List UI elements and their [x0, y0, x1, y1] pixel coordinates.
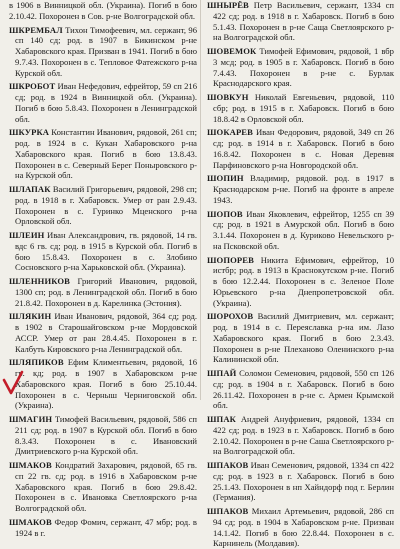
entry-text: Ефим Климентьевич, рядовой, 16 гв. кд; род. в 1907 в Хабаровском р-не Хабаровского края. Погиб в бою 25.10.44. Похоронен в с. Черныш Черниговской обл. (Украина). [15, 357, 197, 411]
entry-surname: ШМАКОВ [9, 460, 52, 470]
register-entry [9, 184, 197, 227]
register-entry [9, 0, 197, 22]
entry-text: Иван Яковлевич, ефрейтор, 1255 сп 39 сд; род. в 1921 в Амурской обл. Погиб в бою 3.1.44. Похоронен в д. Куриково Невельского р-на Псковской обл. [213, 208, 394, 251]
register-entry [207, 173, 394, 205]
register-entry [9, 25, 197, 79]
entry-surname: ШОКАРЕВ [207, 127, 253, 138]
entry-surname: ШОПОВ [207, 208, 243, 219]
entry-text: Василий Дмитриевич, мл. сержант; род. в 1914 в с. Переяславка р-на им. Лазо Хабаровского края. Погиб в бою 2.3.43. Похоронен в р-не Плеханово Оленинского р-на Калининской обл. [213, 311, 394, 365]
entry-surname: ШКУРКА [9, 127, 50, 138]
entry-text: Федор Фомич, сержант, 47 мбр; род. в 1924 в г. [15, 516, 197, 538]
register-entry [207, 368, 394, 411]
entry-text: в 1906 в Винницкой обл. (Украина). Погиб в бою 2.10.42. Похоронен в Сов. р-не Волгоградской обл. [9, 0, 197, 21]
entry-surname: ШМАКОВ [9, 516, 52, 527]
register-entry [207, 209, 394, 252]
entry-text: Николай Евгеньевич, рядовой, 110 сбр; род. в 1915 в г. Хабаровск. Погиб в бою 18.8.42 в Орловской обл. [213, 92, 394, 124]
register-entry [9, 81, 197, 124]
entry-surname: ШЛЯКИН [9, 311, 52, 322]
entry-text: Иван Федорович, рядовой, 349 сп 26 сд; род. в 1914 в г. Хабаровск. Погиб в бою 16.8.42. Похоронен в с. Новая Деревня Парфиновского р-на Новгородской обл. [213, 127, 394, 170]
entry-surname: ШПАЙ [207, 368, 237, 378]
register-entry [207, 414, 394, 457]
entry-text: Михаил Артемьевич, рядовой, 286 сп 94 сд; род. в 1904 в Хабаровском р-не. Призван 14.1.42. Погиб в бою 22.8.44. Похоронен в с. Карнинель (Молдавия). [213, 506, 395, 549]
entry-surname: ШПАКОВ [207, 460, 249, 470]
entry-text: Тимофей Васильевич, рядовой, 586 сп 211 сд; род. в 1907 в Курской обл. Погиб в бою 8.3.43. Похоронен в с. Ивановский Дмитриевского р-на Курской обл. [15, 414, 197, 457]
register-entry [207, 46, 394, 89]
entry-text: Петр Васильевич, сержант, 1334 сп 422 сд; род. в 1918 в г. Хабаровск. Погиб в бою 5.1.43. Похоронен в р-не Саща Светлоярского р-на Волгоградской обл. [213, 0, 394, 43]
entry-text: Владимир, рядовой. род. в 1917 в Краснодарском р-не. Погиб на фронте в апреле 1943. [213, 173, 394, 205]
entry-text: Григорий Иванович, рядовой, 1300 сп; род. в Ленинградской обл. Погиб в бою 21.8.42. Похоронен в д. Карелинка (Эстония). [15, 276, 198, 308]
register-entry [9, 311, 197, 354]
register-entry [9, 276, 197, 308]
entry-surname: ШПАК [207, 414, 236, 424]
entry-text: Кондратий Захарович, рядовой, 65 гв. сп 22 гв. сд; род. в 1916 в Хабаровском р-не Хабаровского края. Погиб в бою 29.8.42. Похоронен в с. Ивановка Светлоярского р-на Волгоградской обл. [15, 460, 197, 513]
entry-surname: ШЛЕННИКОВ [9, 276, 70, 286]
right-column [200, 0, 397, 549]
register-entry [9, 414, 197, 457]
entry-surname: ШМАГИН [9, 414, 53, 424]
entry-surname: ШКРОБОТ [9, 81, 56, 92]
entry-surname: ШОВКУН [207, 92, 249, 102]
entry-text: Василий Григорьевич, рядовой, 298 сп; род. в 1918 в г. Хабаровск. Умер от ран 2.9.43. Похоронен в с. Гуринко Мценского р-на Орловской обл. [15, 184, 197, 227]
entry-text: Андрей Ануфриевич, рядовой, 1334 сп 422 сд; род. в 1923 в г. Хабаровск. Погиб в бою 2.10.42. Похоронен в р-не Саша Светлоярского р-на Волгоградской обл. [213, 414, 394, 457]
entry-surname: ШОПИН [207, 173, 244, 184]
register-entry [207, 460, 394, 503]
entry-surname: ШНЫРЁВ [207, 0, 249, 10]
entry-surname: ШЛАПАК [9, 184, 51, 194]
register-entry [9, 127, 197, 181]
register-entry [9, 357, 197, 411]
checkmark-icon [2, 370, 24, 396]
entry-text: Тихон Тимофеевич, мл. сержант, 96 сп 140 сд; род. в 1907 в Бикинском р-не Хабаровского края. Призван в 1941. Погиб в бою 9.7.43. Похоронен в с. Тепловое Фатежского р-на Курской обл. [15, 24, 197, 78]
entry-surname: ШПАКОВ [207, 506, 249, 516]
entry-text: Константин Иванович, рядовой, 261 сп; род. в 1924 в с. Кукан Хабаровского р-на Хабаровского края. Погиб в бою 13.8.43. Похоронен в с. Северный Берег Поныровского р-на Курской обл. [15, 127, 197, 181]
entry-surname: ШЛЯПИКОВ [9, 357, 64, 368]
entry-surname: ШОРОХОВ [207, 311, 254, 322]
register-entry [207, 255, 394, 309]
left-column [3, 0, 200, 538]
entry-text: Иван Семенович, рядовой, 1334 сп 422 сд; род. в 1923 в г. Хабаровск. Погиб в бою 25.1.43. Похоронен в нп Хайндорф под г. Берлин (Германия). [213, 460, 394, 503]
entry-text: Тимофей Ефимович, рядовой, 1 вбр 3 мсд; род. в 1905 в г. Хабаровск. Погиб в бою 7.4.43. Похоронен в р-не с. Бурлак Краснодарского края. [213, 46, 394, 89]
register-entry [207, 506, 394, 549]
entry-surname: ШОПОРЕВ [207, 254, 254, 265]
entry-surname: ШКРЕМБАЛ [9, 24, 63, 35]
register-entry [9, 230, 197, 273]
register-entry [207, 127, 394, 170]
register-entry [207, 0, 394, 43]
entry-surname: ШЛЕИН [9, 230, 45, 240]
register-entry [9, 460, 197, 514]
entry-text: Иван Иванович, рядовой, 364 сд; род. в 1902 в Старошайговском р-не Мордовской АССР. Умер от ран 28.4.45. Похоронен в г. Калбуть Кировского р-на Ленинградской обл. [15, 311, 197, 354]
entry-surname: ШОВЕМОК [207, 46, 257, 56]
register-entry [9, 517, 197, 539]
entry-text: Никита Ефимович, ефрейтор, 10 истбр; род. в 1913 в Краснокутском р-не. Погиб в бою 12.2.44. Похоронен в с. Зеленое Поле Юрьевского р-на Днепропетровской обл. (Украина). [213, 254, 394, 308]
entry-text: Соломон Семенович, рядовой, 550 сп 126 сд; род. в 1904 в г. Хабаровск. Погиб в бою 26.11.42. Похоронен в р-не с. Армен Крымской обл. [213, 368, 394, 411]
register-entry [207, 92, 394, 124]
entry-text: Иван Нефедович, ефрейтор, 59 сп 216 сд; род. в 1924 в Винницкой обл. (Украина). Погиб в бою 5.8.43. Похоронен в Ленинградской обл. [15, 81, 197, 124]
register-entry [207, 311, 394, 365]
entry-text: Иван Александрович, гв. рядовой, 14 гв. вдс 6 гв. сд; род. в 1915 в Курской обл. Погиб в бою 15.8.43. Похоронен в с. Злобино Сосновского р-на Харьковской обл. (Украина). [15, 230, 197, 273]
